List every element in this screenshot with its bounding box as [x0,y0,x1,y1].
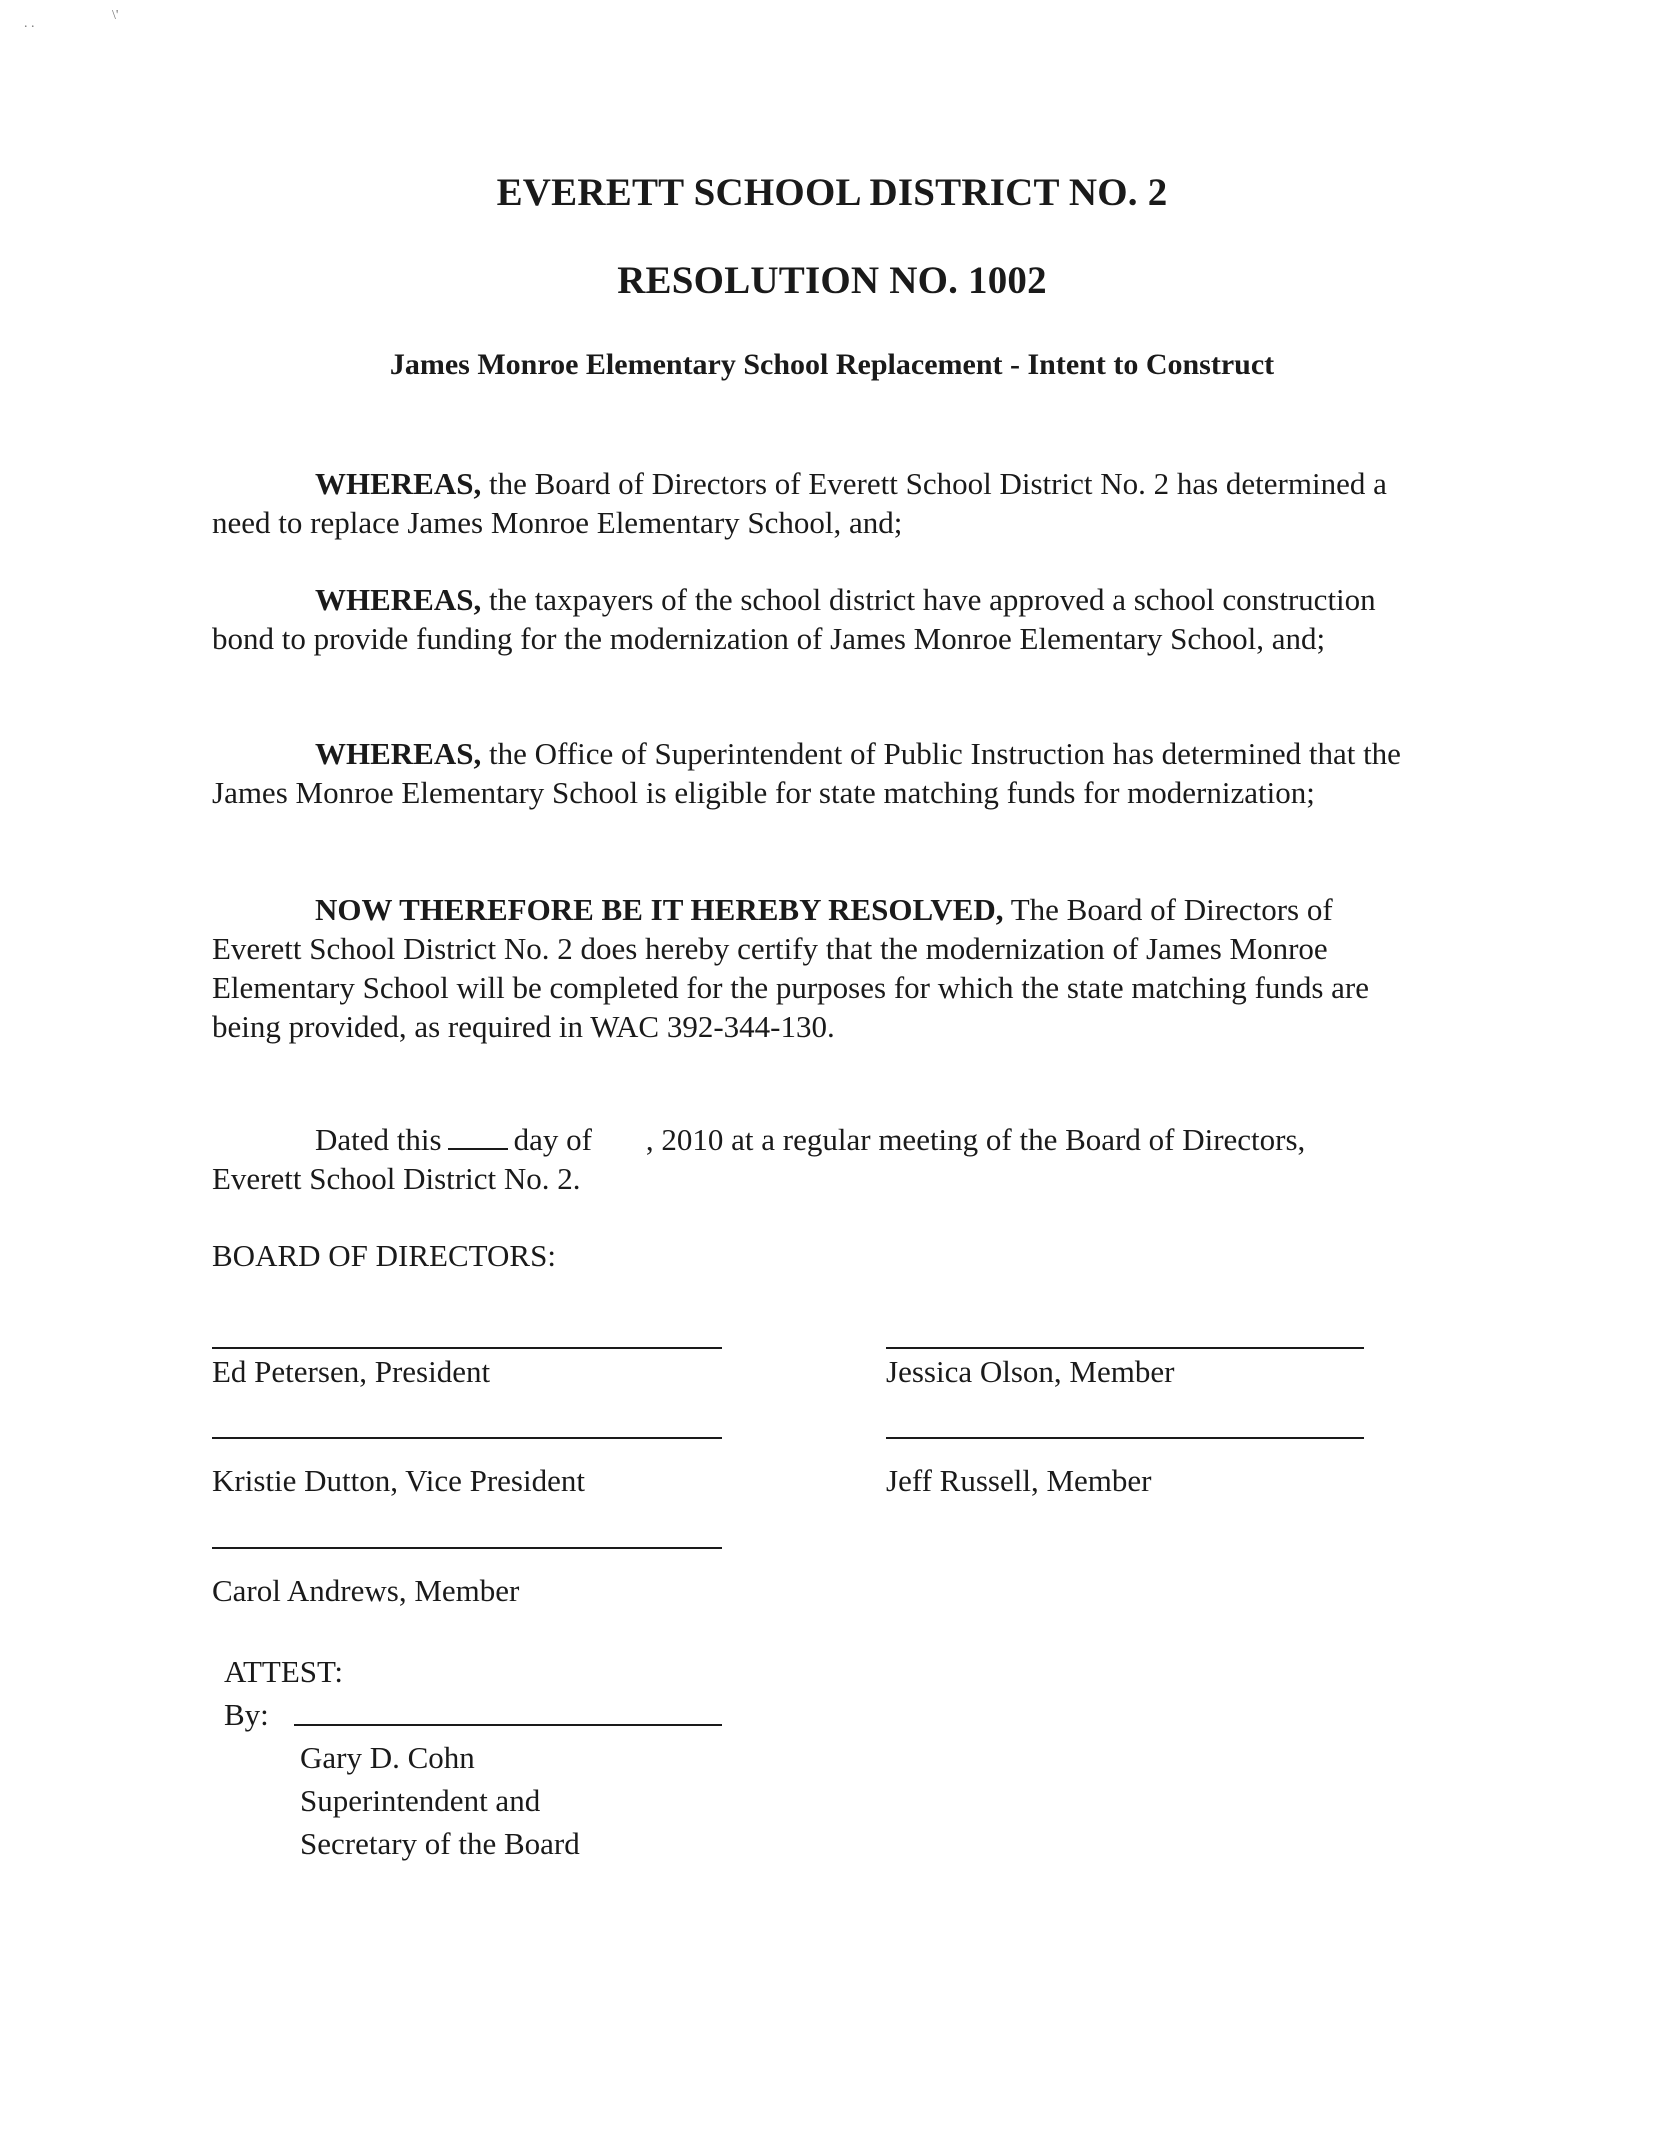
district-title: EVERETT SCHOOL DISTRICT NO. 2 [496,171,1168,214]
whereas-lead: WHEREAS, [315,582,482,617]
signer-name: Jeff Russell, Member [886,1463,1152,1498]
signature-line[interactable] [886,1347,1364,1349]
attest-title-2: Secretary of the Board [300,1826,580,1861]
resolved-text: The Board of Directors of Everett School District No. 2 does hereby certify that the modernization of James Monroe Elementary School will be completed for the purposes for which the state matching funds are being provided, as required in WAC 392-344-130. [212,892,1369,1044]
scan-speck: \' [112,8,119,23]
signature-line[interactable] [212,1437,722,1439]
attest-signature-line[interactable] [294,1724,722,1726]
attest-title-1: Superintendent and [300,1783,541,1818]
whereas-text: the Office of Superintendent of Public Instruction has determined that the James Monroe Elementary School is eligible for state matching funds for modernization; [212,736,1401,810]
dated-prefix: Dated this [315,1122,442,1157]
whereas-text: the taxpayers of the school district have approved a school construction bond to provide funding for the modernization of James Monroe Elementary School, and; [212,582,1376,656]
attest-by-label: By: [224,1697,269,1732]
whereas-lead: WHEREAS, [315,736,482,771]
scan-speck: . . [24,16,35,31]
signature-line[interactable] [212,1547,722,1549]
board-heading: BOARD OF DIRECTORS: [212,1238,556,1273]
resolution-subject: James Monroe Elementary School Replacement - Intent to Construct [389,348,1275,381]
signer-name: Carol Andrews, Member [212,1573,520,1608]
signature-line[interactable] [212,1347,722,1349]
attest-label: ATTEST: [224,1654,344,1689]
dated-line-2: Everett School District No. 2. [212,1161,581,1196]
dated-suffix: , 2010 at a regular meeting of the Board of Directors, [645,1122,1306,1157]
signer-name: Kristie Dutton, Vice President [212,1463,585,1498]
attest-name: Gary D. Cohn [300,1740,475,1775]
whereas-text: the Board of Directors of Everett School District No. 2 has determined a need to replace James Monroe Elementary School, and; [212,466,1387,540]
signature-line[interactable] [886,1437,1364,1439]
whereas-paragraph-3 [212,734,1424,812]
resolution-number: RESOLUTION NO. 1002 [617,259,1047,302]
resolved-lead: NOW THEREFORE BE IT HEREBY RESOLVED, [315,892,1004,927]
resolved-paragraph [212,890,1424,1046]
signer-name: Ed Petersen, President [212,1354,491,1389]
signer-name: Jessica Olson, Member [886,1354,1175,1389]
dated-line [315,1120,1305,1159]
dated-middle: day of [513,1122,592,1157]
whereas-paragraph-2 [212,580,1424,658]
whereas-lead: WHEREAS, [315,466,482,501]
day-blank[interactable] [448,1120,508,1150]
whereas-paragraph-1 [212,464,1424,542]
